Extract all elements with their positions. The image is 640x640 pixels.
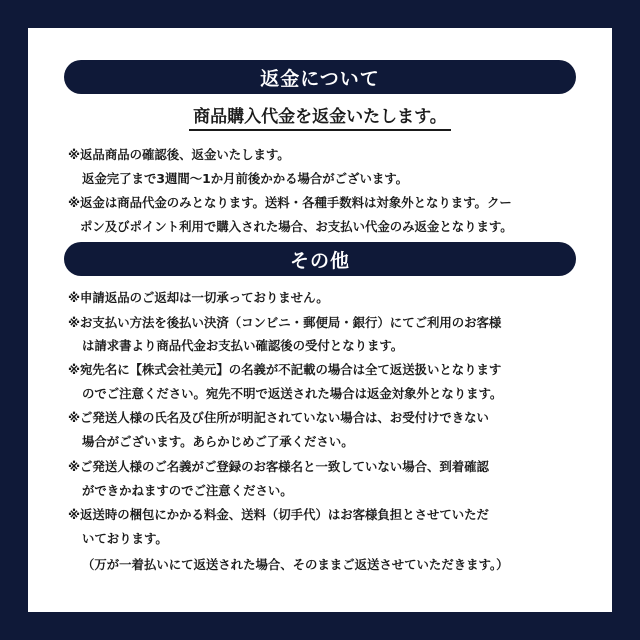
other-note-line: ※返送時の梱包にかかる料金、送料（切手代）はお客様負担とさせていただ	[68, 507, 489, 522]
refund-section-banner	[64, 60, 576, 94]
other-note-line: 場合がございます。あらかじめご了承ください。	[82, 434, 354, 449]
refund-subheading	[28, 102, 612, 131]
refund-subheading-text: 商品購入代金を返金いたします。	[189, 102, 451, 131]
other-note-line: は請求書より商品代金お支払い確認後の受付となります。	[82, 338, 404, 353]
other-section-banner	[64, 242, 576, 276]
other-note-line: ※お支払い方法を後払い決済（コンビニ・郵便局・銀行）にてご利用のお客様	[68, 315, 502, 330]
refund-note-line: 返金完了まで3週間〜1か月前後かかる場合がございます。	[82, 171, 409, 186]
other-note-line: ※ご発送人様の氏名及び住所が明記されていない場合は、お受付けできない	[68, 410, 489, 425]
other-note-line: ※申請返品のご返却は一切承っておりません。	[68, 290, 329, 305]
other-note-line: ができかねますのでご注意ください。	[82, 483, 293, 498]
other-note-line: のでご注意ください。宛先不明で返送された場合は返金対象外となります。	[82, 386, 503, 401]
other-note-line: ※ご発送人様のご名義がご登録のお客様名と一致していない場合、到着確認	[68, 459, 489, 474]
refund-note-line: ※返品商品の確認後、返金いたします。	[68, 147, 290, 162]
refund-note-line: ※返金は商品代金のみとなります。送料・各種手数料は対象外となります。クー	[68, 195, 512, 210]
other-note-line: （万が一着払いにて返送された場合、そのままご返送させていただきます。）	[82, 557, 509, 572]
other-section-title: その他	[289, 249, 350, 272]
notice-card	[28, 28, 612, 612]
other-note-line: いております。	[82, 531, 168, 546]
other-note-line: ※宛先名に【株式会社美元】の名義が不記載の場合は全て返送扱いとなります	[68, 362, 502, 377]
refund-section-title: 返金について	[260, 67, 380, 90]
refund-note-line: ポン及びポイント利用で購入された場合、お支払い代金のみ返金となります。	[80, 219, 513, 234]
